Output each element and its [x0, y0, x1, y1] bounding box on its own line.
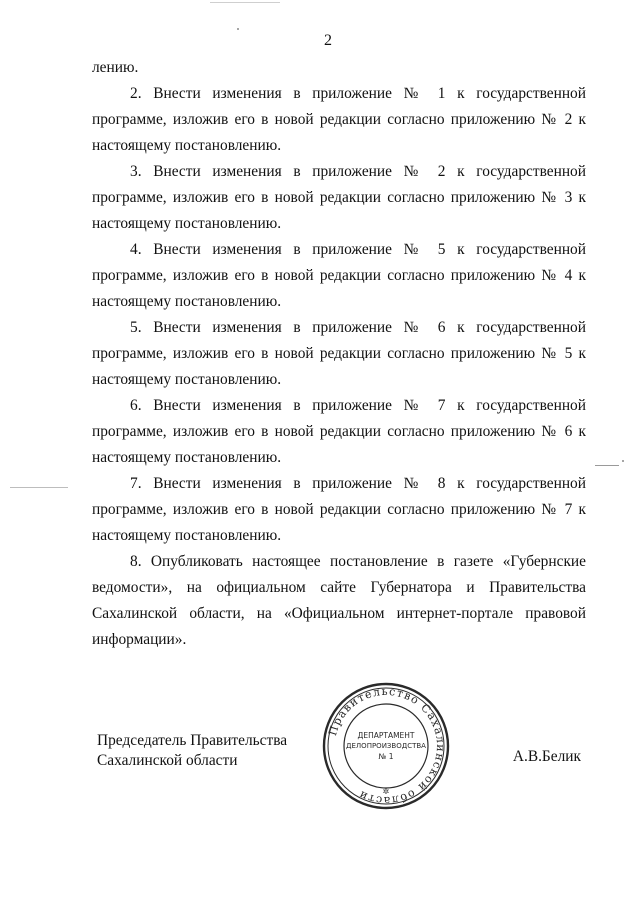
- paragraph-continuation: лению.: [92, 59, 139, 76]
- page-number: 2: [324, 32, 332, 49]
- seal-line-1: ДЕПАРТАМЕНТ: [357, 731, 415, 740]
- body-text: [92, 81, 586, 159]
- body-text: [92, 315, 586, 393]
- seal-outer-text: Правительство Сахалинской области: [326, 684, 448, 808]
- body-text: [92, 471, 586, 549]
- official-seal-icon: [320, 680, 452, 812]
- scan-artifact: [622, 460, 624, 462]
- scan-artifact: [237, 28, 239, 30]
- scan-artifact: [210, 2, 280, 3]
- paragraph-item-3: 3. Внести изменения в приложение № 2 к государственной программе, изложив его в новой редакции согласно приложению № 3 к настоящему постановлению.: [92, 163, 586, 232]
- scan-artifact: [10, 487, 68, 488]
- body-text: [92, 159, 586, 237]
- seal-line-2: ДЕЛОПРОИЗВОДСТВА: [346, 742, 426, 750]
- body-text: [92, 55, 586, 81]
- paragraph-item-2: 2. Внести изменения в приложение № 1 к государственной программе, изложив его в новой редакции согласно приложению № 2 к настоящему постановлению.: [92, 85, 586, 154]
- scan-artifact: [595, 465, 619, 466]
- body-text: [92, 549, 586, 653]
- paragraph-item-6: 6. Внести изменения в приложение № 7 к государственной программе, изложив его в новой редакции согласно приложению № 6 к настоящему постановлению.: [92, 397, 586, 466]
- body-text: [92, 393, 586, 471]
- seal-line-3: № 1: [378, 752, 394, 761]
- paragraph-item-7: 7. Внести изменения в приложение № 8 к государственной программе, изложив его в новой редакции согласно приложению № 7 к настоящему постановлению.: [92, 475, 586, 544]
- signatory-name: А.В.Белик: [512, 748, 581, 765]
- signatory-position-line-1: Председатель Правительства: [97, 732, 288, 749]
- seal-star-icon: ✲: [382, 787, 390, 796]
- signatory-position-line-2: Сахалинской области: [97, 752, 238, 769]
- paragraph-item-4: 4. Внести изменения в приложение № 5 к государственной программе, изложив его в новой редакции согласно приложению № 4 к настоящему постановлению.: [92, 241, 586, 310]
- signatory-position: [97, 731, 287, 771]
- body-text: [92, 237, 586, 315]
- paragraph-item-5: 5. Внести изменения в приложение № 6 к государственной программе, изложив его в новой редакции согласно приложению № 5 к настоящему постановлению.: [92, 319, 586, 388]
- paragraph-item-8: 8. Опубликовать настоящее постановление в газете «Губернские ведомости», на официальном сайте Губернатора и Правительства Сахалинской области, на «Официальном интернет-портале правовой информации».: [92, 553, 586, 648]
